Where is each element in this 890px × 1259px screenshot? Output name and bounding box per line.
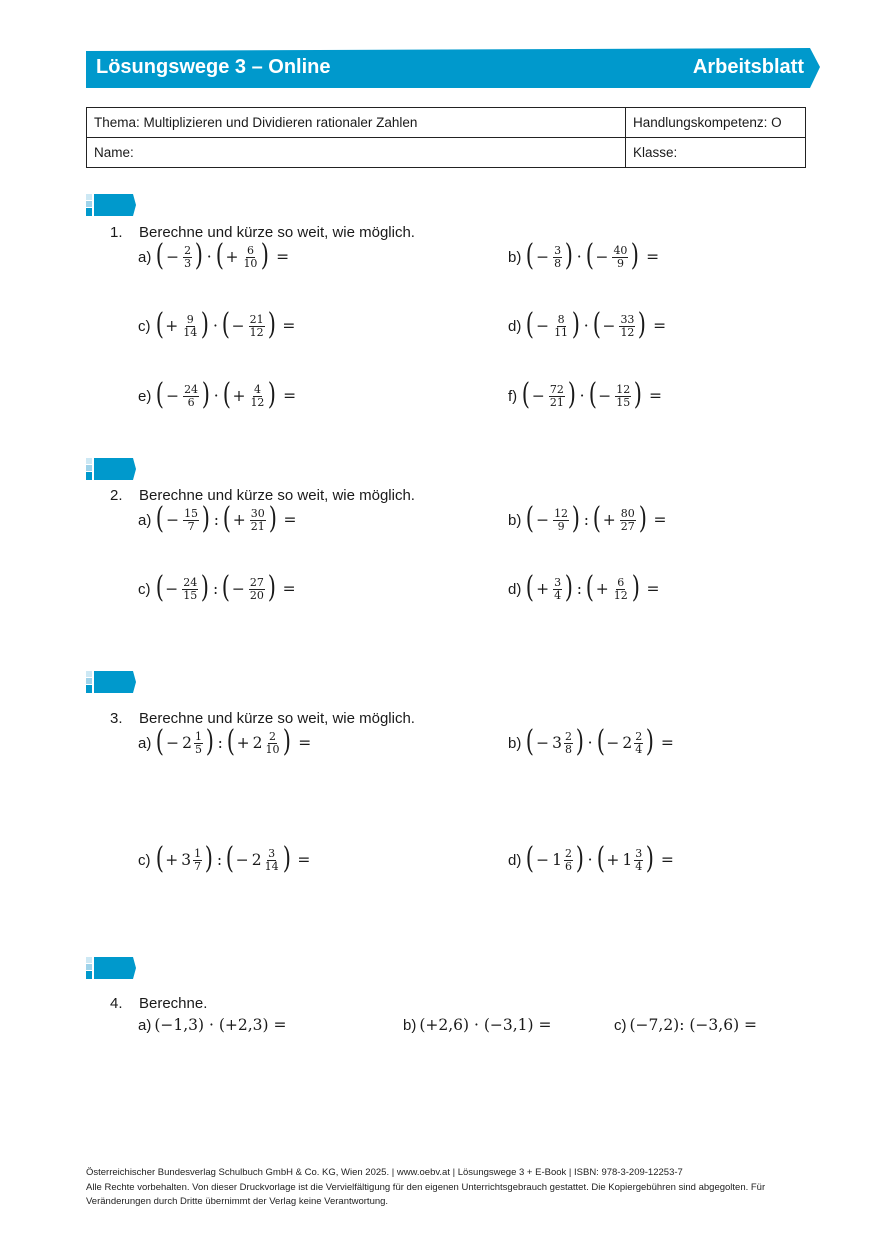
sign: − — [166, 248, 180, 266]
sign: − — [536, 248, 550, 266]
fraction: $\frac{3}{14}$ — [264, 846, 279, 873]
sign: − — [165, 580, 179, 598]
sign: − — [166, 734, 180, 752]
whole-part: 2 — [252, 734, 263, 752]
operator: · — [587, 851, 593, 869]
fraction: $\frac{24}{6}$ — [184, 382, 199, 409]
exercise-label: a) — [138, 511, 152, 529]
exercise-1b — [508, 238, 660, 273]
right-paren: ) — [575, 724, 584, 759]
fraction: $\frac{15}{7}$ — [184, 506, 199, 533]
sign: − — [531, 387, 545, 405]
operator: : — [212, 580, 219, 598]
fraction: $\frac{21}{12}$ — [249, 312, 264, 339]
exercise-expression: (+2,6) · (−3,1) = — [419, 1016, 552, 1034]
fraction: $\frac{72}{21}$ — [549, 382, 564, 409]
exercise-3c — [138, 841, 311, 876]
sign: + — [536, 580, 550, 598]
left-paren: ( — [585, 570, 594, 605]
operator: : — [576, 580, 583, 598]
exercise-1a — [138, 238, 290, 273]
section-marker-icon — [86, 458, 138, 480]
equals-sign: = — [283, 387, 297, 405]
fraction: $\frac{12}{9}$ — [554, 506, 569, 533]
operator: · — [579, 387, 585, 405]
exercise-label: c) — [614, 1017, 627, 1034]
task-number: 2. — [110, 487, 123, 504]
sign: + — [602, 511, 616, 529]
exercise-label: b) — [403, 1017, 417, 1034]
operator: · — [206, 248, 212, 266]
fraction: $\frac{2}{3}$ — [184, 243, 192, 270]
sign: − — [166, 387, 180, 405]
sign: − — [536, 317, 550, 335]
right-paren: ) — [564, 570, 574, 605]
whole-part: 2 — [622, 734, 633, 752]
left-paren: ( — [156, 377, 165, 412]
equals-sign: = — [646, 248, 660, 266]
exercise-label: b) — [508, 511, 522, 529]
fraction: $\frac{2}{6}$ — [564, 846, 572, 873]
exercise-label: b) — [508, 734, 522, 752]
sign: − — [595, 248, 609, 266]
series-title: Lösungswege 3 – Online — [96, 56, 331, 78]
document-type: Arbeitsblatt — [692, 56, 804, 78]
exercise-expression: (−7,2): (−3,6) = — [629, 1016, 758, 1034]
exercise-3d — [508, 841, 674, 876]
operator: : — [583, 511, 590, 529]
left-paren: ( — [221, 570, 231, 605]
fraction: $\frac{80}{27}$ — [620, 506, 635, 533]
competence-cell: Handlungskompetenz: O — [626, 108, 806, 138]
sign: + — [165, 851, 179, 869]
exercise-label: f) — [508, 387, 518, 405]
right-paren: ) — [631, 238, 640, 273]
fraction: $\frac{12}{15}$ — [616, 382, 631, 409]
exercise-expression: (−1,3) · (+2,3) = — [154, 1016, 287, 1034]
fraction: $\frac{4}{12}$ — [250, 382, 265, 409]
section-marker-icon — [86, 671, 138, 693]
topic-cell: Thema: Multiplizieren und Dividieren rationaler Zahlen — [87, 108, 626, 138]
exercise-label: c) — [138, 580, 151, 598]
sign: − — [598, 387, 612, 405]
right-paren: ) — [204, 841, 214, 876]
left-paren: ( — [156, 724, 165, 759]
left-paren: ( — [526, 724, 535, 759]
left-paren: ( — [156, 501, 165, 536]
right-paren: ) — [634, 377, 643, 412]
left-paren: ( — [592, 307, 601, 342]
sign: − — [606, 734, 620, 752]
exercise-4b — [403, 1016, 552, 1034]
sign: − — [536, 851, 550, 869]
left-paren: ( — [588, 377, 597, 412]
sign: + — [236, 734, 250, 752]
equals-sign: = — [283, 511, 297, 529]
right-paren: ) — [645, 841, 655, 876]
sign: + — [232, 511, 246, 529]
fraction: $\frac{27}{20}$ — [249, 575, 264, 602]
fraction: $\frac{1}{7}$ — [194, 846, 202, 873]
left-paren: ( — [225, 841, 235, 876]
fraction: $\frac{3}{4}$ — [635, 846, 643, 873]
operator: : — [216, 851, 223, 869]
whole-part: 3 — [552, 734, 562, 752]
left-paren: ( — [592, 501, 601, 536]
equals-sign: = — [297, 851, 311, 869]
exercise-2c — [138, 570, 296, 605]
equals-sign: = — [660, 851, 674, 869]
fraction: $\frac{9}{14}$ — [183, 312, 198, 339]
equals-sign: = — [276, 248, 290, 266]
fraction: $\frac{33}{12}$ — [620, 312, 635, 339]
right-paren: ) — [267, 307, 276, 342]
right-paren: ) — [638, 307, 647, 342]
operator: : — [213, 511, 220, 529]
fraction: $\frac{24}{15}$ — [183, 575, 198, 602]
right-paren: ) — [268, 501, 277, 536]
fraction: $\frac{8}{11}$ — [554, 312, 569, 339]
equals-sign: = — [660, 734, 674, 752]
sign: − — [166, 511, 180, 529]
whole-part: 2 — [182, 734, 192, 752]
left-paren: ( — [596, 841, 605, 876]
sign: − — [536, 511, 550, 529]
fraction: $\frac{6}{10}$ — [243, 243, 258, 270]
left-paren: ( — [226, 724, 235, 759]
right-paren: ) — [283, 724, 292, 759]
task-number: 4. — [110, 995, 123, 1012]
exercise-1c — [138, 307, 296, 342]
right-paren: ) — [571, 307, 581, 342]
exercise-3b — [508, 724, 674, 759]
class-field[interactable]: Klasse: — [626, 138, 806, 168]
left-paren: ( — [221, 307, 230, 342]
right-paren: ) — [261, 238, 270, 273]
task-number: 3. — [110, 710, 123, 727]
task-statement: Berechne und kürze so weit, wie möglich. — [139, 710, 415, 727]
sign: − — [602, 317, 616, 335]
sign: + — [232, 387, 246, 405]
whole-part: 1 — [552, 851, 562, 869]
sign: + — [165, 317, 179, 335]
exercise-label: b) — [508, 248, 522, 266]
fraction: $\frac{30}{21}$ — [250, 506, 265, 533]
left-paren: ( — [596, 724, 605, 759]
right-paren: ) — [567, 377, 576, 412]
left-paren: ( — [526, 307, 535, 342]
sign: − — [231, 580, 245, 598]
copyright-notice: Alle Rechte vorbehalten. Von dieser Druckvorlage ist die Vervielfältigung für den eigenen Unterrichtsgebrauch gestattet. Die Kopiergebühren sind abgegolten. Für Veränderungen durch Dritte übernimmt der Verlag keine Verantwortung. — [86, 1181, 766, 1207]
exercise-1d — [508, 307, 667, 342]
name-field[interactable]: Name: — [87, 138, 626, 168]
exercise-label: d) — [508, 317, 522, 335]
exercise-2a — [138, 501, 297, 536]
fraction: $\frac{40}{9}$ — [613, 243, 628, 270]
exercise-label: a) — [138, 734, 152, 752]
sign: + — [595, 580, 609, 598]
left-paren: ( — [585, 238, 594, 273]
exercise-label: e) — [138, 387, 152, 405]
fraction: $\frac{3}{8}$ — [554, 243, 562, 270]
exercise-label: a) — [138, 1017, 152, 1034]
operator: · — [213, 387, 219, 405]
left-paren: ( — [155, 570, 164, 605]
right-paren: ) — [267, 570, 276, 605]
sign: − — [536, 734, 550, 752]
right-paren: ) — [201, 501, 211, 536]
left-paren: ( — [526, 570, 535, 605]
left-paren: ( — [526, 841, 535, 876]
left-paren: ( — [215, 238, 224, 273]
exercise-3a — [138, 724, 312, 759]
operator: · — [587, 734, 593, 752]
right-paren: ) — [575, 841, 584, 876]
info-table — [86, 107, 806, 168]
equals-sign: = — [298, 734, 312, 752]
task-statement: Berechne und kürze so weit, wie möglich. — [139, 487, 415, 504]
task-statement: Berechne. — [139, 995, 208, 1012]
section-marker-icon — [86, 194, 138, 216]
right-paren: ) — [571, 501, 581, 536]
sign: − — [235, 851, 249, 869]
exercise-label: a) — [138, 248, 152, 266]
sign: − — [231, 317, 245, 335]
right-paren: ) — [638, 501, 647, 536]
left-paren: ( — [521, 377, 531, 412]
equals-sign: = — [653, 511, 667, 529]
right-paren: ) — [194, 238, 204, 273]
operator: : — [217, 734, 223, 752]
left-paren: ( — [526, 238, 535, 273]
operator: · — [583, 317, 589, 335]
operator: · — [212, 317, 218, 335]
left-paren: ( — [222, 377, 231, 412]
exercise-4a — [138, 1016, 287, 1034]
right-paren: ) — [205, 724, 214, 759]
left-paren: ( — [155, 307, 164, 342]
fraction: $\frac{6}{12}$ — [613, 575, 628, 602]
exercise-label: c) — [138, 317, 151, 335]
exercise-label: c) — [138, 851, 151, 869]
whole-part: 2 — [251, 851, 262, 869]
fraction: $\frac{2}{8}$ — [564, 729, 572, 756]
exercise-2d — [508, 570, 660, 605]
right-paren: ) — [564, 238, 574, 273]
fraction: $\frac{2}{10}$ — [265, 729, 280, 756]
whole-part: 1 — [622, 851, 633, 869]
fraction: $\frac{3}{4}$ — [554, 575, 562, 602]
equals-sign: = — [282, 317, 296, 335]
right-paren: ) — [631, 570, 640, 605]
left-paren: ( — [526, 501, 535, 536]
right-paren: ) — [282, 841, 291, 876]
footer — [86, 1166, 806, 1210]
left-paren: ( — [155, 841, 164, 876]
sign: + — [606, 851, 620, 869]
exercise-2b — [508, 501, 667, 536]
equals-sign: = — [653, 317, 667, 335]
right-paren: ) — [201, 377, 211, 412]
sign: + — [225, 248, 239, 266]
fraction: $\frac{2}{4}$ — [635, 729, 643, 756]
exercise-4c — [614, 1016, 757, 1034]
right-paren: ) — [200, 570, 210, 605]
equals-sign: = — [282, 580, 296, 598]
publisher-line: Österreichischer Bundesverlag Schulbuch GmbH & Co. KG, Wien 2025. | www.oebv.at | Lösungswege 3 + E-Book | ISBN: 978-3-209-12253-7 — [86, 1167, 683, 1178]
task-statement: Berechne und kürze so weit, wie möglich. — [139, 224, 415, 241]
fraction: $\frac{1}{5}$ — [194, 729, 202, 756]
right-paren: ) — [645, 724, 655, 759]
left-paren: ( — [156, 238, 165, 273]
exercise-1f — [508, 377, 662, 412]
exercise-label: d) — [508, 851, 522, 869]
section-marker-icon — [86, 957, 138, 979]
task-number: 1. — [110, 224, 123, 241]
exercise-label: d) — [508, 580, 522, 598]
equals-sign: = — [648, 387, 662, 405]
right-paren: ) — [200, 307, 210, 342]
equals-sign: = — [646, 580, 660, 598]
header-banner — [86, 47, 820, 89]
whole-part: 3 — [181, 851, 192, 869]
right-paren: ) — [268, 377, 277, 412]
operator: · — [576, 248, 582, 266]
left-paren: ( — [222, 501, 231, 536]
exercise-1e — [138, 377, 297, 412]
